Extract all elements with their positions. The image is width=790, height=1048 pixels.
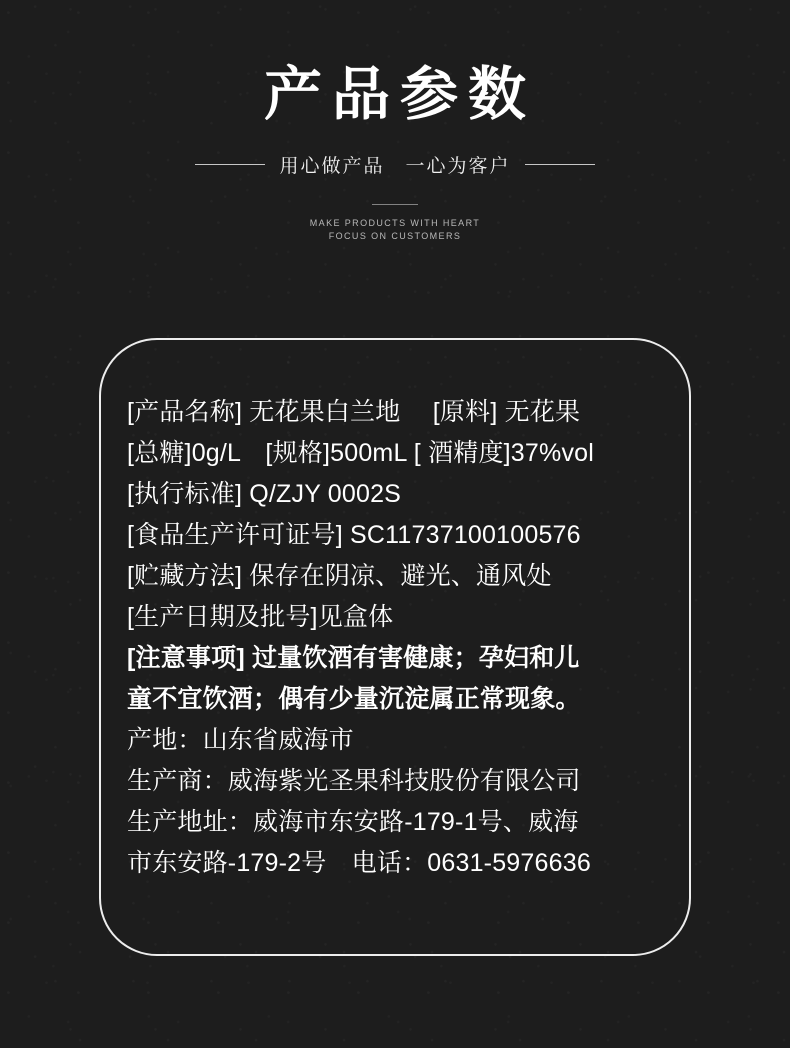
subtitle-rule-right xyxy=(525,164,595,165)
product-info-list xyxy=(101,340,689,884)
info-line: 产地：山东省威海市 xyxy=(127,726,354,754)
english-tagline-line1: MAKE PRODUCTS WITH HEART xyxy=(309,217,481,228)
info-line: 生产地址：威海市东安路-179-1号、威海 xyxy=(127,808,579,836)
english-divider xyxy=(372,204,418,205)
info-line-warning: [注意事项] 过量饮酒有害健康；孕妇和儿 xyxy=(127,644,580,672)
info-line-warning: 童不宜饮酒；偶有少量沉淀属正常现象。 xyxy=(127,685,581,713)
english-tagline-block xyxy=(0,204,790,244)
subtitle-row xyxy=(0,151,790,178)
page-header xyxy=(0,0,790,244)
product-info-card xyxy=(99,338,691,956)
info-line: 生产商：威海紫光圣果科技股份有限公司 xyxy=(127,767,581,795)
info-line: [总糖]0g/L [规格]500mL [ 酒精度]37%vol xyxy=(127,439,595,467)
info-line: [执行标准] Q/ZJY 0002S xyxy=(127,480,402,508)
info-line: [食品生产许可证号] SC11737100100576 xyxy=(127,521,581,549)
page-title: 产品参数 xyxy=(263,62,536,127)
info-line: [生产日期及批号]见盒体 xyxy=(127,603,394,631)
info-line: [产品名称] 无花果白兰地 [原料] 无花果 xyxy=(127,398,581,426)
subtitle-rule-left xyxy=(195,164,265,165)
info-line: 市东安路-179-2号 电话：0631-5976636 xyxy=(127,849,591,877)
info-line: [贮藏方法] 保存在阴凉、避光、通风处 xyxy=(127,562,552,590)
english-tagline-line2: FOCUS ON CUSTOMERS xyxy=(328,231,462,242)
page-subtitle: 用心做产品 一心为客户 xyxy=(279,155,511,177)
